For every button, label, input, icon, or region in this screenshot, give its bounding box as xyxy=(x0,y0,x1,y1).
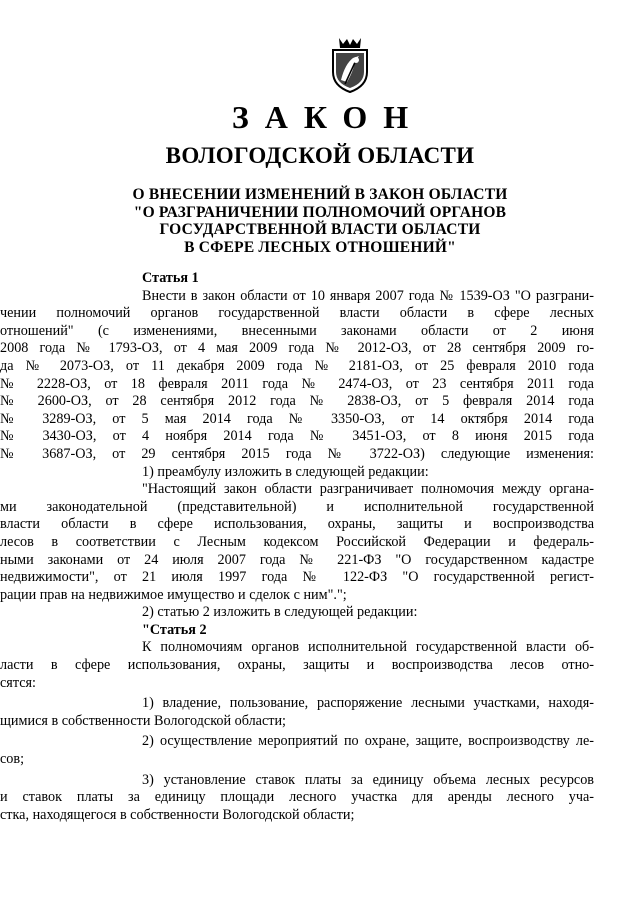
law-subtitle xyxy=(0,186,640,256)
text-line: ласти в сфере использования, охраны, защиты и воспроизводства лесов отно- xyxy=(0,657,594,674)
text-line: Внести в закон области от 10 января 2007 года № 1539-ОЗ "О разграни- xyxy=(142,287,594,304)
text-line: № 3289-ОЗ, от 5 мая 2014 года № 3350-ОЗ, от 14 октября 2014 года xyxy=(0,410,594,427)
text-line: отношений" (с изменениями, внесенными законами области от 2 июня xyxy=(0,322,594,339)
text-line: 1) владение, пользование, распоряжение лесными участками, находя- xyxy=(142,695,594,712)
text-line: К полномочиям органов исполнительной государственной власти об- xyxy=(142,639,594,656)
text-line: № 2228-ОЗ, от 18 февраля 2011 года № 2474-ОЗ, от 23 сентября 2011 года xyxy=(0,375,594,392)
text-line: щимися в собственности Вологодской области; xyxy=(0,712,286,729)
subtitle-line: ГОСУДАРСТВЕННОЙ ВЛАСТИ ОБЛАСТИ xyxy=(159,221,481,238)
text-line: недвижимости", от 21 июля 1997 года № 122-ФЗ "О государственной регист- xyxy=(0,569,594,586)
article-2-intro xyxy=(0,639,594,692)
text-line: ми законодательной (представительной) и исполнительной государственной xyxy=(0,498,594,515)
article-2-heading: "Статья 2 xyxy=(142,621,207,638)
article-2-item-1 xyxy=(0,695,594,730)
text-line: и ставок платы за единицу площади лесного участка для аренды лесного уча- xyxy=(0,789,594,806)
coat-of-arms-icon xyxy=(327,36,373,94)
text-line: чении полномочий органов государственной власти области в сфере лесных xyxy=(0,305,594,322)
text-line: № 3687-ОЗ, от 29 сентября 2015 года № 3722-ОЗ) следующие изменения: xyxy=(0,445,594,462)
amendment-item-1: 1) преамбулу изложить в следующей редакции: xyxy=(142,463,429,480)
text-line: сятся: xyxy=(0,674,36,691)
text-line: да № 2073-ОЗ, от 11 декабря 2009 года № 2181-ОЗ, от 25 февраля 2010 года xyxy=(0,357,594,374)
article-1-intro xyxy=(0,287,594,464)
text-line: власти области в сфере использования, охраны, защиты и воспроизводства xyxy=(0,516,594,533)
text-line: 3) установление ставок платы за единицу объема лесных ресурсов xyxy=(142,771,594,788)
document-body xyxy=(0,270,594,824)
text-line: лесов в соответствии с Лесным кодексом Российской Федерации и федераль- xyxy=(0,533,594,550)
region-title: ВОЛОГОДСКОЙ ОБЛАСТИ xyxy=(165,143,475,168)
article-1-heading: Статья 1 xyxy=(142,270,199,286)
article-2-item-2 xyxy=(0,733,594,768)
text-line: № 3430-ОЗ, от 4 ноября 2014 года № 3451-ОЗ, от 8 июня 2015 года xyxy=(0,428,594,445)
amendment-item-2: 2) статью 2 изложить в следующей редакции: xyxy=(142,604,418,621)
text-line: стка, находящегося в собственности Вологодской области; xyxy=(0,806,355,823)
text-line: 2008 года № 1793-ОЗ, от 4 мая 2009 года № 2012-ОЗ, от 28 сентября 2009 го- xyxy=(0,340,594,357)
article-2-item-3 xyxy=(0,771,594,825)
preamble-text xyxy=(0,481,594,604)
text-line: рации прав на недвижимое имущество и сделок с ним"."; xyxy=(0,586,347,603)
text-line: ными законами от 24 июля 2007 года № 221-ФЗ "О государственном кадастре xyxy=(0,551,594,568)
text-line: "Настоящий закон области разграничивает полномочия между органа- xyxy=(142,481,594,498)
law-title: ЗАКОН xyxy=(231,99,425,135)
text-line: сов; xyxy=(0,751,25,768)
subtitle-line: В СФЕРЕ ЛЕСНЫХ ОТНОШЕНИЙ" xyxy=(184,238,456,256)
subtitle-line: О ВНЕСЕНИИ ИЗМЕНЕНИЙ В ЗАКОН ОБЛАСТИ xyxy=(132,186,508,203)
text-line: 2) осуществление мероприятий по охране, защите, воспроизводству ле- xyxy=(142,733,594,750)
subtitle-line: "О РАЗГРАНИЧЕНИИ ПОЛНОМОЧИЙ ОРГАНОВ xyxy=(133,203,507,221)
text-line: № 2600-ОЗ, от 28 сентября 2012 года № 2838-ОЗ, от 5 февраля 2014 года xyxy=(0,393,594,410)
